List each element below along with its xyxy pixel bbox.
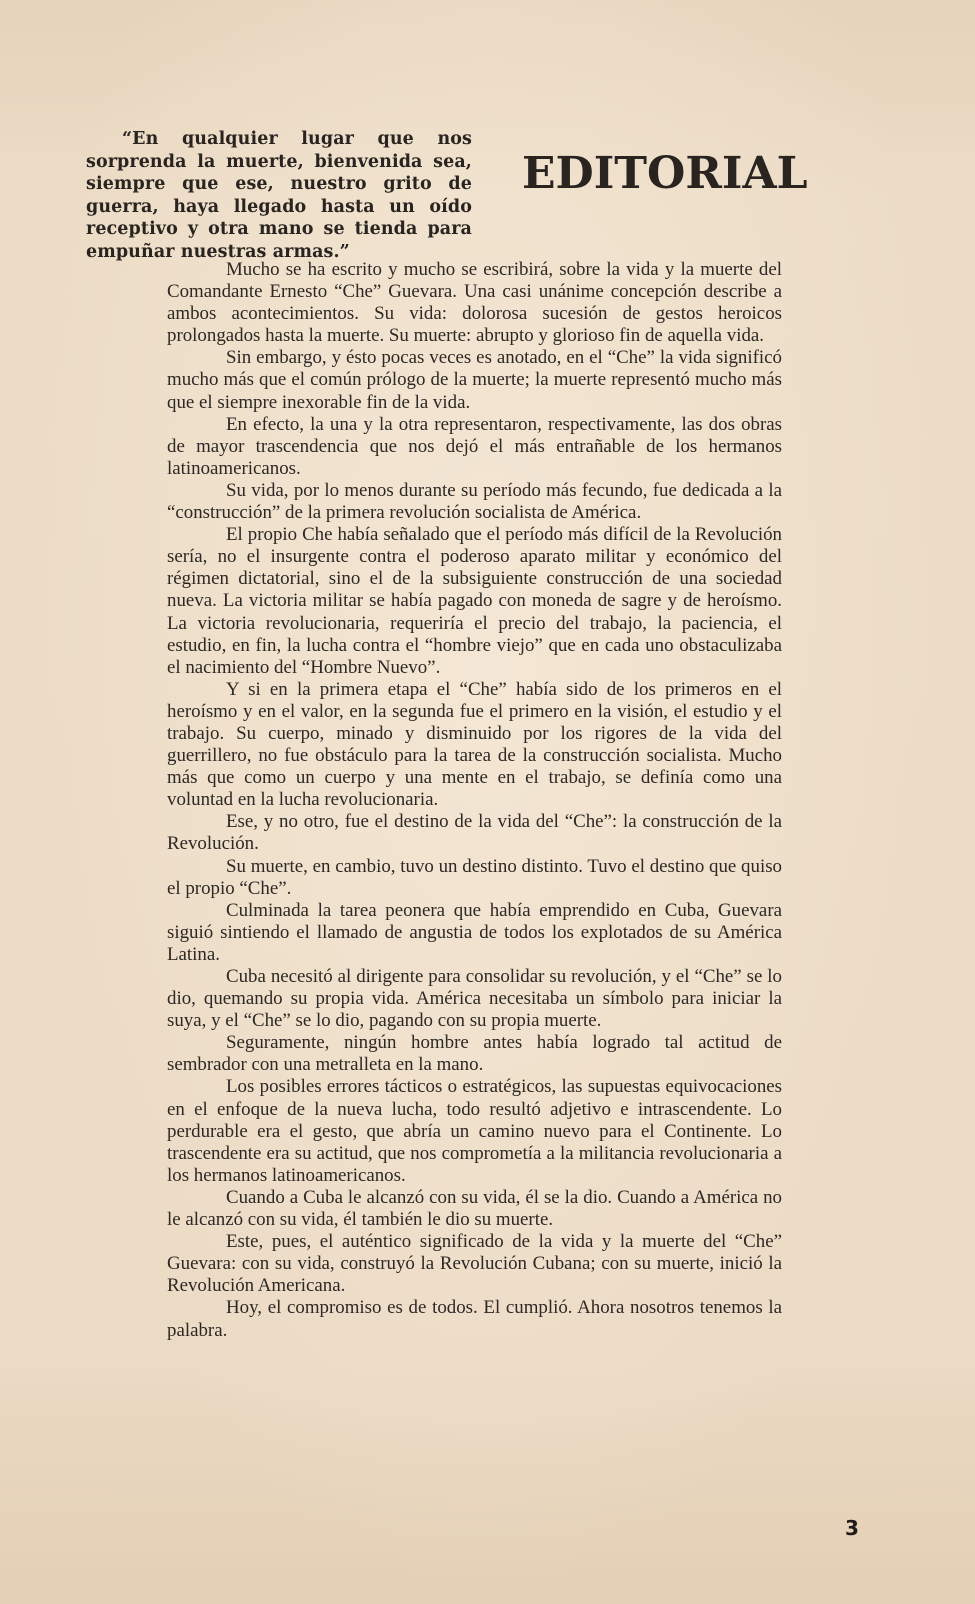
- editorial-title: EDITORIAL: [522, 148, 808, 199]
- paragraph: Sin embargo, y ésto pocas veces es anotado, en el “Che” la vida significó mucho más que el común prólogo de la muerte; la muerte representó mucho más que el siempre inexorable fin de la vida.: [167, 347, 782, 413]
- paragraph: El propio Che había señalado que el período más difícil de la Revolución sería, no el insurgente contra el poderoso aparato militar y económico del régimen dictatorial, sino el de la subsiguiente construcción de una sociedad nueva. La victoria militar se había pagado con moneda de sagre y de heroísmo. La victoria revolucionaria, requeriría el precio del trabajo, la paciencia, el estudio, en fin, la lucha contra el “hombre viejo” que en cada uno obstaculizaba el nacimiento del “Hombre Nuevo”.: [167, 524, 782, 678]
- paragraph: En efecto, la una y la otra representaron, respectivamente, las dos obras de mayor trascendencia que nos dejó el más entrañable de los hermanos latinoamericanos.: [167, 413, 782, 479]
- editorial-body: [167, 259, 782, 1342]
- paragraph: Este, pues, el auténtico significado de la vida y la muerte del “Che” Guevara: con su vida, construyó la Revolución Cubana; con su muerte, inició la Revolución Americana.: [167, 1231, 782, 1297]
- paragraph: Ese, y no otro, fue el destino de la vida del “Che”: la construcción de la Revolución.: [167, 811, 782, 855]
- paragraph: Su vida, por lo menos durante su período más fecundo, fue dedicada a la “construcción” de la primera revolución socialista de América.: [167, 479, 782, 524]
- paragraph: Seguramente, ningún hombre antes había logrado tal actitud de sembrador con una metralleta en la mano.: [167, 1032, 782, 1076]
- paragraph: Cuba necesitó al dirigente para consolidar su revolución, y el “Che” se lo dio, quemando su propia vida. América necesitaba un símbolo para iniciar la suya, y el “Che” se lo dio, pagando con su propia muerte.: [167, 966, 782, 1032]
- page-number: 3: [845, 1516, 859, 1540]
- paragraph: Los posibles errores tácticos o estratégicos, las supuestas equivocaciones en el enfoque de la nueva lucha, todo resultó adjetivo e intrascendente. Lo perdurable era el gesto, que abría un camino nuevo para el Continente. Lo trascendente era su actitud, que nos comprometía a la militancia revolucionaria a los hermanos latinoamericanos.: [167, 1076, 782, 1186]
- paragraph: Hoy, el compromiso es de todos. El cumplió. Ahora nosotros tenemos la palabra.: [167, 1297, 782, 1341]
- paragraph: Culminada la tarea peonera que había emprendido en Cuba, Guevara siguió sintiendo el llamado de angustia de todos los explotados de su América Latina.: [167, 899, 782, 965]
- epigraph-quote: “En qualquier lugar que nos sorprenda la muerte, bienvenida sea, siempre que ese, nuestro grito de guerra, haya llegado hasta un oído receptivo y otra mano se tienda para empuñar nuestras armas.”: [86, 129, 472, 262]
- paragraph: Mucho se ha escrito y mucho se escribirá, sobre la vida y la muerte del Comandante Ernesto “Che” Guevara. Una casi unánime concepción describe a ambos acontecimientos. Su vida: dolorosa sucesión de gestos heroicos prolongados hasta la muerte. Su muerte: abrupto y glorioso fin de aquella vida.: [167, 259, 782, 347]
- paragraph: Y si en la primera etapa el “Che” había sido de los primeros en el heroísmo y en el valor, en la segunda fue el primero en la visión, el estudio y el trabajo. Su cuerpo, minado y disminuido por los rigores de la vida del guerrillero, no fue obstáculo para la tarea de la construcción socialista. Mucho más que como un cuerpo y una mente en el trabajo, se definía como una voluntad en la lucha revolucionaria.: [167, 678, 782, 811]
- paragraph: Su muerte, en cambio, tuvo un destino distinto. Tuvo el destino que quiso el propio “Che”.: [167, 855, 782, 899]
- paragraph: Cuando a Cuba le alcanzó con su vida, él se la dio. Cuando a América no le alcanzó con su vida, él también le dio su muerte.: [167, 1186, 782, 1231]
